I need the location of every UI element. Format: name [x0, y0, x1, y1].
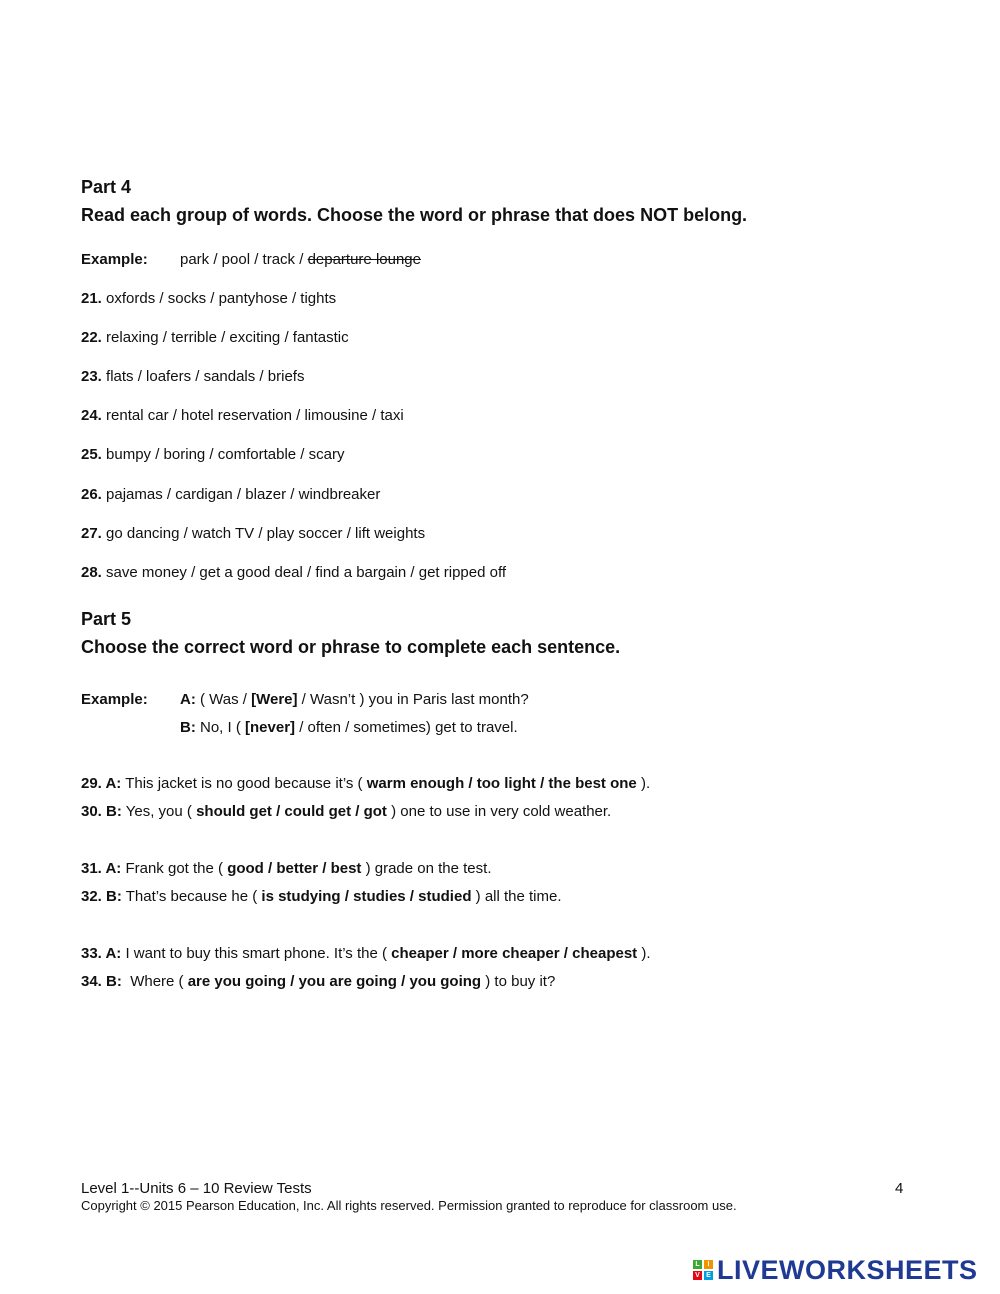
item-number: 22.: [81, 329, 102, 346]
option[interactable]: more cheaper: [461, 945, 560, 962]
example-label: Example:: [81, 251, 148, 268]
option-separator: /: [271, 803, 285, 820]
example-crossed-answer: departure lounge: [307, 251, 421, 268]
option[interactable]: studies: [353, 888, 406, 905]
item-text: ).: [637, 945, 651, 962]
list-item: [81, 803, 611, 821]
logo-text: LIVEWORKSHEETS: [717, 1255, 978, 1285]
option[interactable]: got: [363, 803, 387, 820]
list-item: [81, 368, 304, 386]
option-separator: /: [464, 775, 477, 792]
option-separator: /: [396, 973, 410, 990]
logo-block: L: [693, 1260, 702, 1269]
logo-icon: [693, 1260, 713, 1280]
list-item: [81, 486, 380, 504]
item-options[interactable]: go dancing / watch TV / play soccer / lift weights: [106, 525, 426, 542]
option[interactable]: you are going: [298, 973, 397, 990]
item-number: 28.: [81, 564, 102, 581]
part4-title: Part 4: [81, 177, 132, 197]
logo-block: E: [704, 1271, 713, 1280]
item-number: 31. A:: [81, 860, 122, 877]
list-item: [81, 888, 562, 906]
item-number: 25.: [81, 446, 102, 463]
item-number: 23.: [81, 368, 102, 385]
option-separator: /: [340, 888, 354, 905]
list-item: [81, 525, 425, 543]
part5-example-b: [180, 719, 518, 737]
list-item: [81, 564, 506, 582]
example-answer: [Were]: [251, 691, 298, 708]
list-item: [81, 860, 491, 878]
option[interactable]: good: [227, 860, 264, 877]
item-options[interactable]: pajamas / cardigan / blazer / windbreaker: [106, 486, 381, 503]
item-text: ) grade on the test.: [361, 860, 492, 877]
speaker-label: B:: [180, 719, 196, 736]
item-number: 33. A:: [81, 945, 122, 962]
speaker-label: A:: [180, 691, 196, 708]
item-text: ) one to use in very cold weather.: [386, 803, 612, 820]
logo-block: V: [693, 1271, 702, 1280]
item-number: 29. A:: [81, 775, 122, 792]
item-number: 30. B:: [81, 803, 122, 820]
item-number: 24.: [81, 407, 102, 424]
option-separator: /: [405, 888, 419, 905]
item-text: That’s because he (: [121, 888, 262, 905]
list-item: [81, 446, 344, 464]
example-answer: [never]: [245, 719, 296, 736]
option[interactable]: warm enough: [366, 775, 465, 792]
item-options[interactable]: flats / loafers / sandals / briefs: [106, 368, 305, 385]
option-separator: /: [318, 860, 331, 877]
option[interactable]: studied: [418, 888, 472, 905]
part4-example-label: [81, 251, 148, 269]
option-separator: /: [351, 803, 364, 820]
item-text: ) all the time.: [471, 888, 562, 905]
option[interactable]: are you going: [187, 973, 287, 990]
item-text: Yes, you (: [121, 803, 197, 820]
item-text: ).: [636, 775, 651, 792]
example-label: Example:: [81, 691, 148, 708]
example-text: park / pool / track /: [180, 251, 308, 268]
list-item: [81, 290, 336, 308]
part5-title: Part 5: [81, 609, 132, 629]
item-text: ) to buy it?: [481, 973, 556, 990]
option-separator: /: [286, 973, 299, 990]
option[interactable]: you going: [409, 973, 482, 990]
option[interactable]: best: [330, 860, 362, 877]
part5-example-a: [180, 691, 529, 709]
example-text: No, I (: [195, 719, 246, 736]
list-item: [81, 775, 650, 793]
option[interactable]: is studying: [261, 888, 341, 905]
item-options[interactable]: oxfords / socks / pantyhose / tights: [106, 290, 337, 307]
item-number: 26.: [81, 486, 102, 503]
part4-example: [180, 251, 421, 269]
example-text: / Wasn’t ) you in Paris last month?: [297, 691, 529, 708]
item-options[interactable]: rental car / hotel reservation / limousine / taxi: [106, 407, 404, 424]
example-text: ( Was /: [195, 691, 252, 708]
option[interactable]: could get: [284, 803, 352, 820]
option[interactable]: cheapest: [572, 945, 638, 962]
liveworksheets-logo: [693, 1255, 978, 1285]
list-item: [81, 329, 349, 347]
item-number: 32. B:: [81, 888, 122, 905]
item-number: 34. B:: [81, 973, 122, 990]
list-item: [81, 945, 651, 963]
item-options[interactable]: save money / get a good deal / find a bargain / get ripped off: [106, 564, 507, 581]
option[interactable]: the best one: [548, 775, 637, 792]
option[interactable]: too light: [476, 775, 536, 792]
part4-instruction: Read each group of words. Choose the word or phrase that does NOT belong.: [81, 205, 748, 225]
option-separator: /: [535, 775, 549, 792]
item-text: I want to buy this smart phone. It’s the (: [121, 945, 392, 962]
item-text: Where (: [121, 973, 188, 990]
item-options[interactable]: bumpy / boring / comfortable / scary: [106, 446, 345, 463]
option[interactable]: should get: [196, 803, 272, 820]
option-separator: /: [448, 945, 462, 962]
item-text: This jacket is no good because it’s (: [121, 775, 367, 792]
item-number: 27.: [81, 525, 102, 542]
list-item: [81, 973, 555, 991]
part5-example-label: [81, 691, 148, 709]
option[interactable]: better: [276, 860, 319, 877]
page-number: 4: [895, 1180, 904, 1197]
option[interactable]: cheaper: [391, 945, 449, 962]
item-text: Frank got the (: [121, 860, 228, 877]
example-text: / often / sometimes) get to travel.: [295, 719, 518, 736]
item-number: 21.: [81, 290, 102, 307]
item-options[interactable]: relaxing / terrible / exciting / fantastic: [106, 329, 349, 346]
part5-instruction: Choose the correct word or phrase to complete each sentence.: [81, 637, 621, 657]
footer-title: Level 1--Units 6 – 10 Review Tests: [81, 1180, 312, 1197]
copyright: Copyright © 2015 Pearson Education, Inc. All rights reserved. Permission granted to reproduce for classroom use.: [81, 1198, 737, 1213]
list-item: [81, 407, 404, 425]
option-separator: /: [263, 860, 277, 877]
logo-block: I: [704, 1260, 713, 1269]
option-separator: /: [559, 945, 573, 962]
